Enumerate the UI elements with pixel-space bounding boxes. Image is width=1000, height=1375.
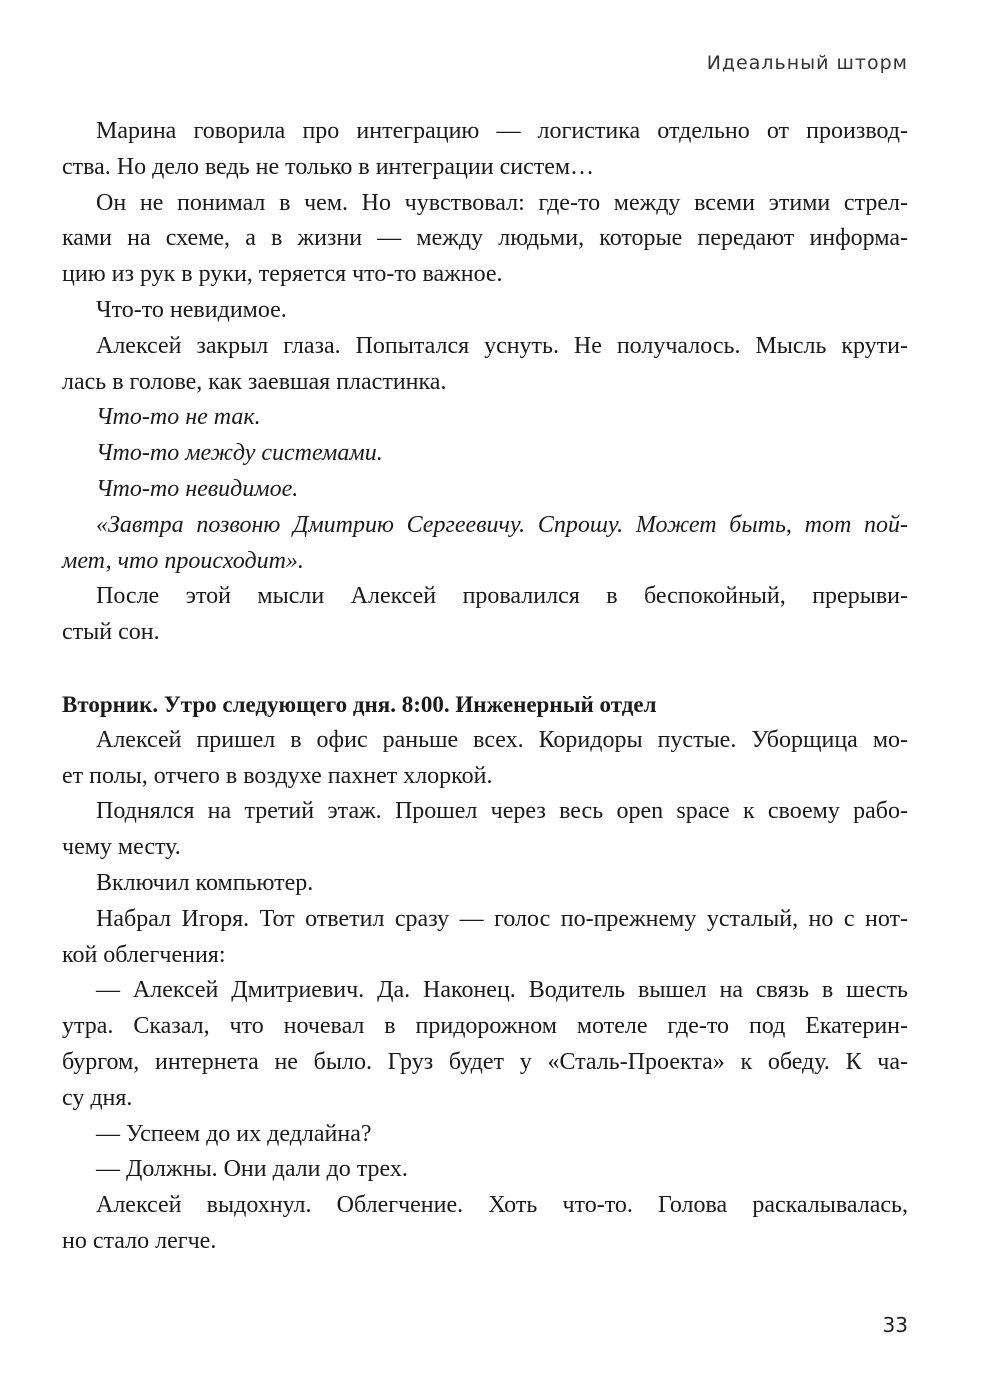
paragraph [62, 794, 908, 866]
text-line: — Должны. Они дали до трех. [96, 1156, 408, 1183]
paragraph [62, 508, 908, 580]
paragraph [62, 723, 908, 795]
text-line: «Завтра позвоню Дмитрию Сергеевичу. Спрошу. Может быть, тот пой- [96, 511, 908, 538]
text-line: мет, что происходит». [62, 547, 304, 574]
paragraph [62, 186, 908, 293]
section-gap [62, 651, 908, 687]
section-night [62, 114, 908, 651]
paragraph [62, 329, 908, 401]
text-line: ет полы, отчего в воздухе пахнет хлоркой. [62, 762, 493, 789]
text-line: — Успеем до их дедлайна? [96, 1120, 372, 1147]
text-line: — Алексей Дмитриевич. Да. Наконец. Водитель вышел на связь в шесть [96, 977, 908, 1004]
text-line: лась в голове, как заевшая пластинка. [62, 368, 447, 395]
paragraph [62, 293, 908, 329]
text-line: Набрал Игоря. Тот ответил сразу — голос по-прежнему усталый, но с нот- [96, 905, 908, 932]
text-line: чему месту. [62, 834, 181, 861]
text-line: ками на схеме, а в жизни — между людьми, которые передают информа- [62, 225, 908, 252]
text-line: кой облегчения: [62, 941, 226, 968]
paragraph [62, 436, 908, 472]
text-line: Марина говорила про интеграцию — логистика отдельно от производ- [96, 118, 908, 144]
text-line: су дня. [62, 1084, 133, 1111]
text-line: Включил компьютер. [96, 869, 314, 896]
text-line: цию из рук в руки, теряется что-то важное. [62, 261, 503, 288]
paragraph [62, 1188, 908, 1260]
section-morning [62, 723, 908, 1260]
section-heading: Вторник. Утро следующего дня. 8:00. Инженерный отдел [62, 691, 657, 717]
body-text [62, 114, 908, 1260]
paragraph [62, 472, 908, 508]
paragraph [62, 400, 908, 436]
paragraph [62, 579, 908, 651]
paragraph [62, 1152, 908, 1188]
paragraph [62, 114, 908, 186]
text-line: стый сон. [62, 619, 160, 646]
text-line: Что-то между системами. [96, 440, 383, 467]
text-line: утра. Сказал, что ночевал в придорожном мотеле где-то под Екатерин- [62, 1013, 908, 1040]
paragraph [62, 1117, 908, 1153]
text-line: Поднялся на третий этаж. Прошел через весь open space к своему рабо- [96, 798, 908, 825]
text-line: Он не понимал в чем. Но чувствовал: где-то между всеми этими стрел- [96, 189, 908, 216]
page-number: 33 [882, 1313, 908, 1337]
text-line: бургом, интернета не было. Груз будет у «Сталь-Проекта» к обеду. К ча- [62, 1048, 908, 1075]
paragraph [62, 973, 908, 1116]
text-line: Что-то невидимое. [96, 296, 287, 323]
text-line: но стало легче. [62, 1227, 217, 1254]
text-line: Что-то не так. [96, 404, 261, 431]
text-line: ства. Но дело ведь не только в интеграции систем… [62, 153, 595, 180]
running-head: Идеальный шторм [706, 52, 908, 74]
text-line: Алексей выдохнул. Облегчение. Хоть что-то. Голова раскалывалась, [96, 1192, 908, 1219]
text-line: Алексей пришел в офис раньше всех. Коридоры пустые. Уборщица мо- [96, 726, 908, 753]
paragraph [62, 902, 908, 974]
text-line: Что-то невидимое. [96, 475, 299, 502]
paragraph [62, 866, 908, 902]
text-line: После этой мысли Алексей провалился в беспокойный, прерыви- [96, 583, 908, 610]
text-line: Алексей закрыл глаза. Попытался уснуть. Не получалось. Мысль крути- [96, 332, 908, 359]
